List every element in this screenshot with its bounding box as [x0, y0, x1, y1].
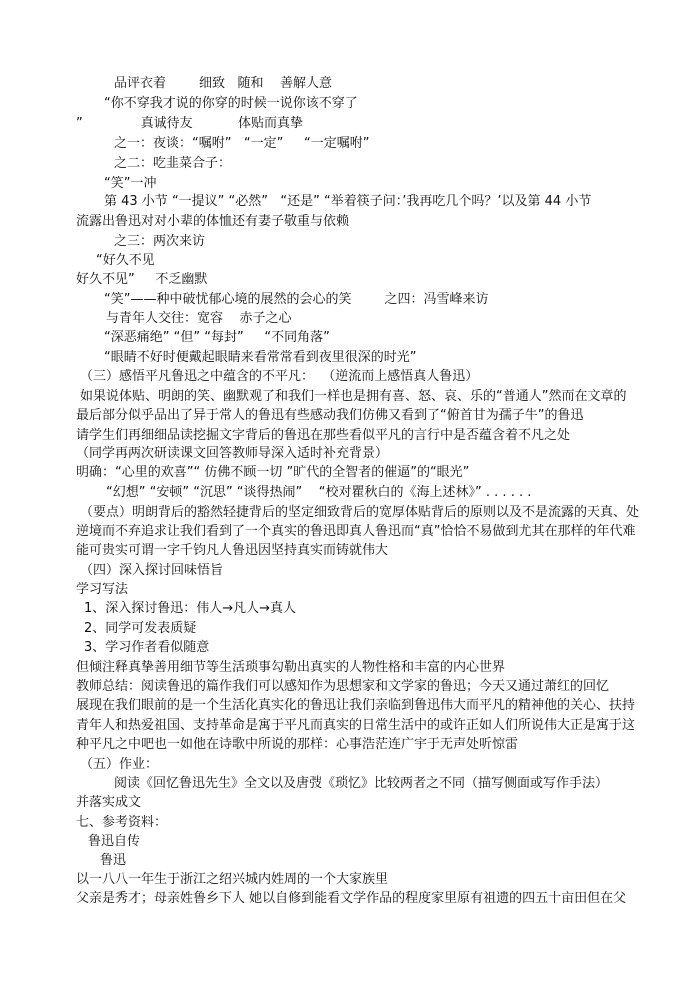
section-heading: （四）深入探讨回味悟旨 [80, 563, 224, 578]
text-line: 与青年人交往：宽容 赤子之心 [106, 311, 292, 326]
text-line: 好久不见” 不乏幽默 [76, 272, 208, 287]
section-heading: （三）感悟平凡鲁迅之中蕴含的不平凡： （逆流而上感悟真人鲁迅） [80, 369, 479, 384]
text-line: “好久不见 [96, 253, 155, 268]
list-item: 2、同学可发表质疑 [84, 621, 197, 636]
text-line: 阅读《回忆鲁迅先生》全文以及唐弢《琐忆》比较两者之不同（描写侧面或写作手法） [114, 776, 609, 791]
text-line: （要点）明朗背后的豁然轻捷背后的坚定细致背后的宽厚体贴背后的原则以及不是流露的天真、处 [80, 505, 640, 520]
text-line: ” 真诚待友 体贴而真挚 [76, 116, 304, 131]
text-line: “笑”一冲 [104, 176, 157, 191]
text-line: 品评衣着 细致 随和 善解人意 [114, 76, 332, 91]
text-line: 能可贵实可谓一字千钧凡人鲁迅因坚持真实而铸就伟大 [76, 543, 389, 558]
text-line: “笑”——种中破忧郁心境的展然的会心的笑 之四：冯雪峰来访 [104, 292, 489, 307]
text-line: 父亲是秀才；母亲姓鲁乡下人 她以自修到能看文学作品的程度家里原有祖遗的四五十亩田但在父 [76, 891, 627, 906]
text-line: 之三：两次来访 [114, 234, 206, 249]
text-line: 之一：夜谈：“嘱咐” “一定” “一定嘱咐” [114, 136, 370, 151]
text-line: 青年人和热爱祖国、支持革命是寓于平凡而真实的日常生活中的或许正如人们所说伟大正是寓于这 [76, 718, 636, 733]
text-line: 教师总结：阅读鲁迅的篇作我们可以感知作为思想家和文学家的鲁迅；今天又通过萧红的回忆 [76, 679, 610, 694]
text-line: 但倾注释真挚善用细节等生活琐事勾勒出真实的人物性格和丰富的内心世界 [76, 660, 506, 675]
text-line: 并落实成文 [76, 795, 142, 810]
text-line: 第 43 小节 “一提议” “必然” “还是” “举着筷子问：’我再吃几个吗？’以及第 44 小节 [104, 194, 592, 209]
text-line: 种平凡之中吧也一如他在诗歌中所说的那样：心事浩茫连广宇于无声处听惊雷 [76, 737, 519, 752]
text-line: 逆境而不弃追求让我们看到了一个真实的鲁迅即真人鲁迅而“真”恰恰不易做到尤其在那样的年代难 [76, 524, 636, 539]
text-line: 请学生们再细细品读挖掘文字背后的鲁迅在那些看似平凡的言行中是否蕴含着不凡之处 [76, 428, 571, 443]
list-item: 1、深入探讨鲁迅：伟人→凡人→真人 [84, 601, 297, 616]
text-line: “眼睛不好时便戴起眼睛来看常常看到夜里很深的时光” [104, 350, 417, 365]
text-line: 最后部分似乎品出了异于常人的鲁迅有些感动我们仿佛又看到了“俯首甘为孺子牛”的鲁迅 [76, 408, 584, 423]
section-heading: （五）作业： [80, 757, 159, 772]
text-line: 以一八八一年生于浙江之绍兴城内姓周的一个大家族里 [76, 872, 389, 887]
text-line: （同学再两次研读课文回答教师导深入适时补充背景） [76, 446, 389, 461]
text-line: “深恶痛绝” “但” “每封” “不同角落” [104, 330, 330, 345]
text-line: 鲁迅 [100, 853, 127, 868]
text-line: 展现在我们眼前的是一个生活化真实化的鲁迅让我们亲临到鲁迅伟大而平凡的精神他的关心、扶持 [76, 698, 636, 713]
text-line: “你不穿我才说的你穿的时候一说你该不穿了 [104, 96, 358, 111]
text-line: 流露出鲁迅对对小辈的体恤还有妻子敬重与依赖 [76, 214, 350, 229]
text-line: 学习写法 [76, 582, 129, 597]
text-line: 之二：吃韭菜合子： [114, 156, 232, 171]
list-item: 3、学习作者看似随意 [84, 640, 210, 655]
text-line: “幻想” “安顿” “沉思” “谈得热闹” “校对瞿秋白的《海上述林》” . . . . . . [106, 485, 532, 500]
section-heading: 七、参考资料： [76, 815, 168, 830]
text-line: 如果说体贴、明朗的笑、幽默观了和我们一样也是拥有喜、怒、哀、乐的“普通人”然而在文章的 [80, 389, 627, 404]
text-line: 明确：“心里的欢喜”“ 仿佛不顾一切 ”旷代的全智者的催逼”的“眼光” [76, 465, 470, 480]
text-line: 鲁迅自传 [88, 834, 141, 849]
